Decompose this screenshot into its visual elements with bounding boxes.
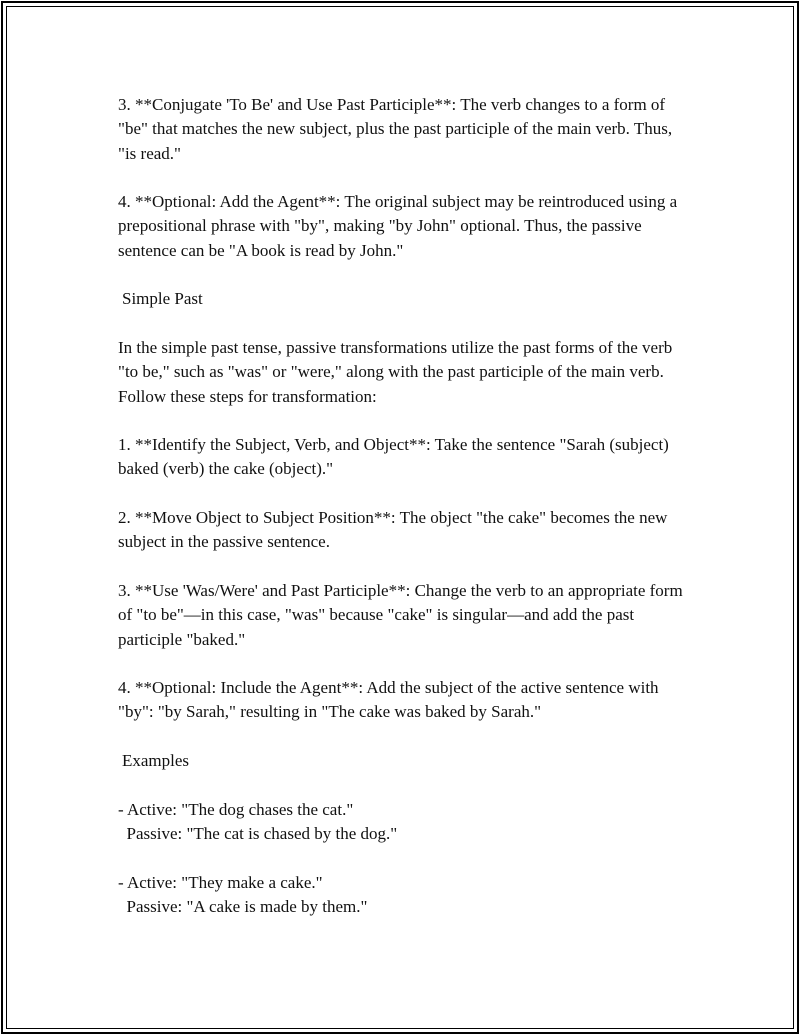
section-heading-examples: Examples [122, 751, 190, 771]
step-4-add-agent-paragraph: 4. **Optional: Add the Agent**: The original subject may be reintroduced using a prepositional phrase with "by", making "by John" optional. Thus, the passive sentence can be "A book is read by John." [118, 192, 682, 260]
example-1-paragraph: - Active: "The dog chases the cat." Passive: "The cat is chased by the dog." [118, 799, 398, 843]
step-4-include-agent-paragraph: 4. **Optional: Include the Agent**: Add the subject of the active sentence with "by": "by Sarah," resulting in "The cake was baked by Sarah." [118, 678, 663, 722]
step-1-identify-paragraph: 1. **Identify the Subject, Verb, and Object**: Take the sentence "Sarah (subject) baked (verb) the cake (object)." [118, 435, 674, 479]
document-body [118, 93, 690, 919]
section-heading-simple-past: Simple Past [122, 289, 203, 309]
step-2-move-object-paragraph: 2. **Move Object to Subject Position**: The object "the cake" becomes the new subject in the passive sentence. [118, 508, 672, 552]
simple-past-intro-paragraph: In the simple past tense, passive transformations utilize the past forms of the verb "to be," such as "was" or "were," along with the past participle of the main verb. Follow these steps for transformation: [118, 337, 677, 406]
step-3-conjugate-paragraph: 3. **Conjugate 'To Be' and Use Past Participle**: The verb changes to a form of "be" that matches the new subject, plus the past participle of the main verb. Thus, "is read." [118, 95, 677, 163]
example-2-paragraph: - Active: "They make a cake." Passive: "A cake is made by them." [118, 872, 368, 916]
step-3-was-were-paragraph: 3. **Use 'Was/Were' and Past Participle**: Change the verb to an appropriate form of "to be"—in this case, "was" because "cake" is singular—and add the past participle "baked." [118, 580, 687, 649]
